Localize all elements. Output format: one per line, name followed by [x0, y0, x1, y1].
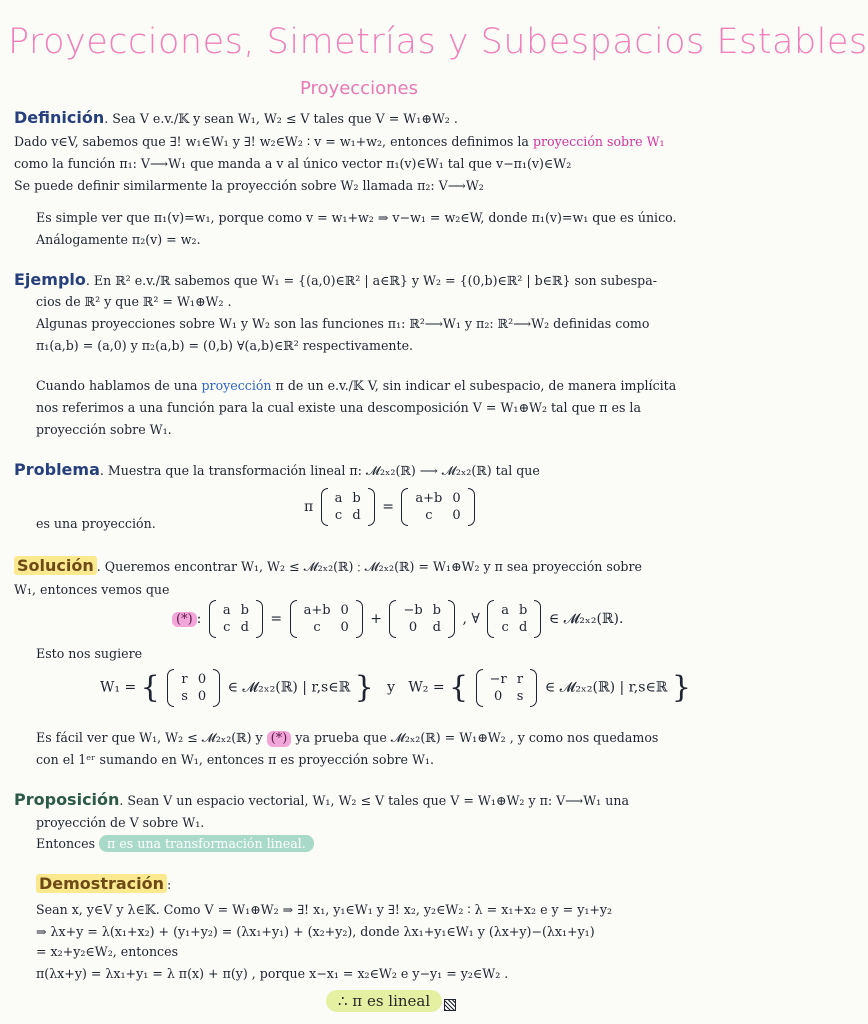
conclusion-badge: ∴ π es lineal — [326, 990, 442, 1012]
example-line-4: π₁(a,b) = (a,0) y π₂(a,b) = (0,b) ∀(a,b)∈ℝ² respectivamente. — [36, 338, 414, 353]
proposition-line-3: Entonces π es una transformación lineal. — [36, 836, 756, 852]
example-line-3: Algunas proyecciones sobre W₁ y W₂ son las funciones π₁: ℝ²⟶W₁ y π₂: ℝ²⟶W₂ definidas como — [36, 316, 650, 331]
problem-matrix-lhs: a b c d — [321, 490, 375, 524]
solution-line-4: Es fácil ver que W₁, W₂ ≤ 𝓜₂ₓ₂(ℝ) y (*) ya prueba que 𝓜₂ₓ₂(ℝ) = W₁⊕W₂ , y como nos quedamos — [36, 730, 659, 746]
definition-line-5: Es simple ver que π₁(v)=w₁, porque como v = w₁+w₂ ⇒ v−w₁ = w₂∈W, donde π₁(v)=w₁ que es único. — [36, 210, 677, 225]
solution-label: Solución — [14, 556, 97, 575]
solution-line-3: Esto nos sugiere — [36, 646, 143, 661]
definition-line-1: Definición. Sea V e.v./𝕂 y sean W₁, W₂ ≤ V tales que V = W₁⊕W₂ . — [14, 108, 458, 127]
qed-square-icon — [444, 999, 456, 1011]
problem-equation: π a b c d = a+b 0 c 0 — [304, 490, 478, 524]
definition-line-2: Dado v∈V, sabemos que ∃! w₁∈W₁ y ∃! w₂∈W₂ ∶ v = w₁+w₂, entonces definimos la proyección sobre W₁ — [14, 134, 665, 149]
w1-matrix: r 0 s 0 — [167, 671, 220, 705]
star-marker: (*) — [172, 612, 197, 627]
solution-line-5: con el 1ᵉʳ sumando en W₁, entonces π es proyección sobre W₁. — [36, 752, 434, 767]
definition-line-4: Se puede definir similarmente la proyección sobre W₂ llamada π₂: V⟶W₂ — [14, 178, 484, 193]
example-line-6: nos referimos a una función para la cual existe una descomposición V = W₁⊕W₂ tal que π es la — [36, 400, 641, 415]
example-line-2: cios de ℝ² y que ℝ² = W₁⊕W₂ . — [36, 294, 232, 309]
example-line-7: proyección sobre W₁. — [36, 422, 172, 437]
example-line-5: Cuando hablamos de una proyección π de un e.v./𝕂 V, sin indicar el subespacio, de manera implícita — [36, 378, 677, 393]
solution-line-1: Solución . Queremos encontrar W₁, W₂ ≤ 𝓜₂ₓ₂(ℝ) ∶ 𝓜₂ₓ₂(ℝ) = W₁⊕W₂ y π sea proyección sobre — [14, 558, 756, 575]
solution-decomposition: (*) : a b c d = a+b 0 c 0 + −b b 0 d , ∀ a b c d ∈ 𝓜₂ₓ₂(ℝ). — [172, 602, 623, 636]
definition-line-6: Análogamente π₂(v) = w₂. — [36, 232, 201, 247]
proof-heading: Demostración : — [36, 876, 756, 893]
problem-matrix-rhs: a+b 0 c 0 — [401, 490, 474, 524]
proposition-highlight: π es una transformación lineal. — [99, 835, 314, 852]
projection-term-blue: proyección — [201, 378, 272, 393]
definition-line-3: como la función π₁: V⟶W₁ que manda a v al único vector π₁(v)∈W₁ tal que v−π₁(v)∈W₂ — [14, 156, 572, 171]
proposition-line-2: proyección de V sobre W₁. — [36, 815, 205, 830]
star-reference: (*) — [267, 731, 292, 747]
decomp-matrix-4: a b c d — [487, 602, 541, 636]
proposition-label: Proposición — [14, 790, 120, 809]
decomp-matrix-1: a b c d — [209, 602, 263, 636]
proof-label: Demostración — [36, 874, 167, 893]
example-label: Ejemplo — [14, 270, 86, 289]
solution-line-2: W₁, entonces vemos que — [14, 582, 170, 597]
proof-line-3: = x₂+y₂∈W₂, entonces — [36, 944, 179, 959]
problem-label: Problema — [14, 460, 100, 479]
proof-line-4: π(λx+y) = λx₁+y₁ = λ π(x) + π(y) , porque x−x₁ = x₂∈W₂ e y−y₁ = y₂∈W₂ . — [36, 966, 509, 981]
section-subtitle: Proyecciones — [300, 78, 418, 99]
example-line-1: Ejemplo. En ℝ² e.v./ℝ sabemos que W₁ = {(a,0)∈ℝ² | a∈ℝ} y W₂ = {(0,b)∈ℝ² | b∈ℝ} son subespa- — [14, 270, 657, 289]
decomp-matrix-2: a+b 0 c 0 — [290, 602, 363, 636]
proof-line-1: Sean x, y∈V y λ∈𝕂. Como V = W₁⊕W₂ ⇒ ∃! x₁, y₁∈W₁ y ∃! x₂, y₂∈W₂ ∶ λ = x₁+x₂ e y = y₁+y₂ — [36, 902, 613, 917]
page-title: Proyecciones, Simetrías y Subespacios Estables — [8, 22, 868, 62]
projection-term: proyección sobre W₁ — [532, 134, 665, 149]
decomp-matrix-3: −b b 0 d — [389, 602, 455, 636]
proof-line-2: ⇒ λx+y = λ(x₁+x₂) + (y₁+y₂) = (λx₁+y₁) + (x₂+y₂), donde λx₁+y₁∈W₁ y (λx+y)−(λx₁+y₁) — [36, 924, 595, 939]
w2-matrix: −r r 0 s — [476, 671, 538, 705]
subspaces-definition: W₁ = { r 0 s 0 ∈ 𝓜₂ₓ₂(ℝ) | r,s∈ℝ } y W₂ = { −r r 0 s ∈ 𝓜₂ₓ₂(ℝ) | r,s∈ℝ } — [100, 670, 691, 705]
problem-line-1: Problema. Muestra que la transformación lineal π: 𝓜₂ₓ₂(ℝ) ⟶ 𝓜₂ₓ₂(ℝ) tal que — [14, 460, 540, 479]
definition-label: Definición — [14, 108, 105, 127]
proposition-line-1: Proposición. Sean V un espacio vectorial, W₁, W₂ ≤ V tales que V = W₁⊕W₂ y π: V⟶W₁ una — [14, 790, 629, 809]
problem-line-2: es una proyección. — [36, 516, 156, 531]
